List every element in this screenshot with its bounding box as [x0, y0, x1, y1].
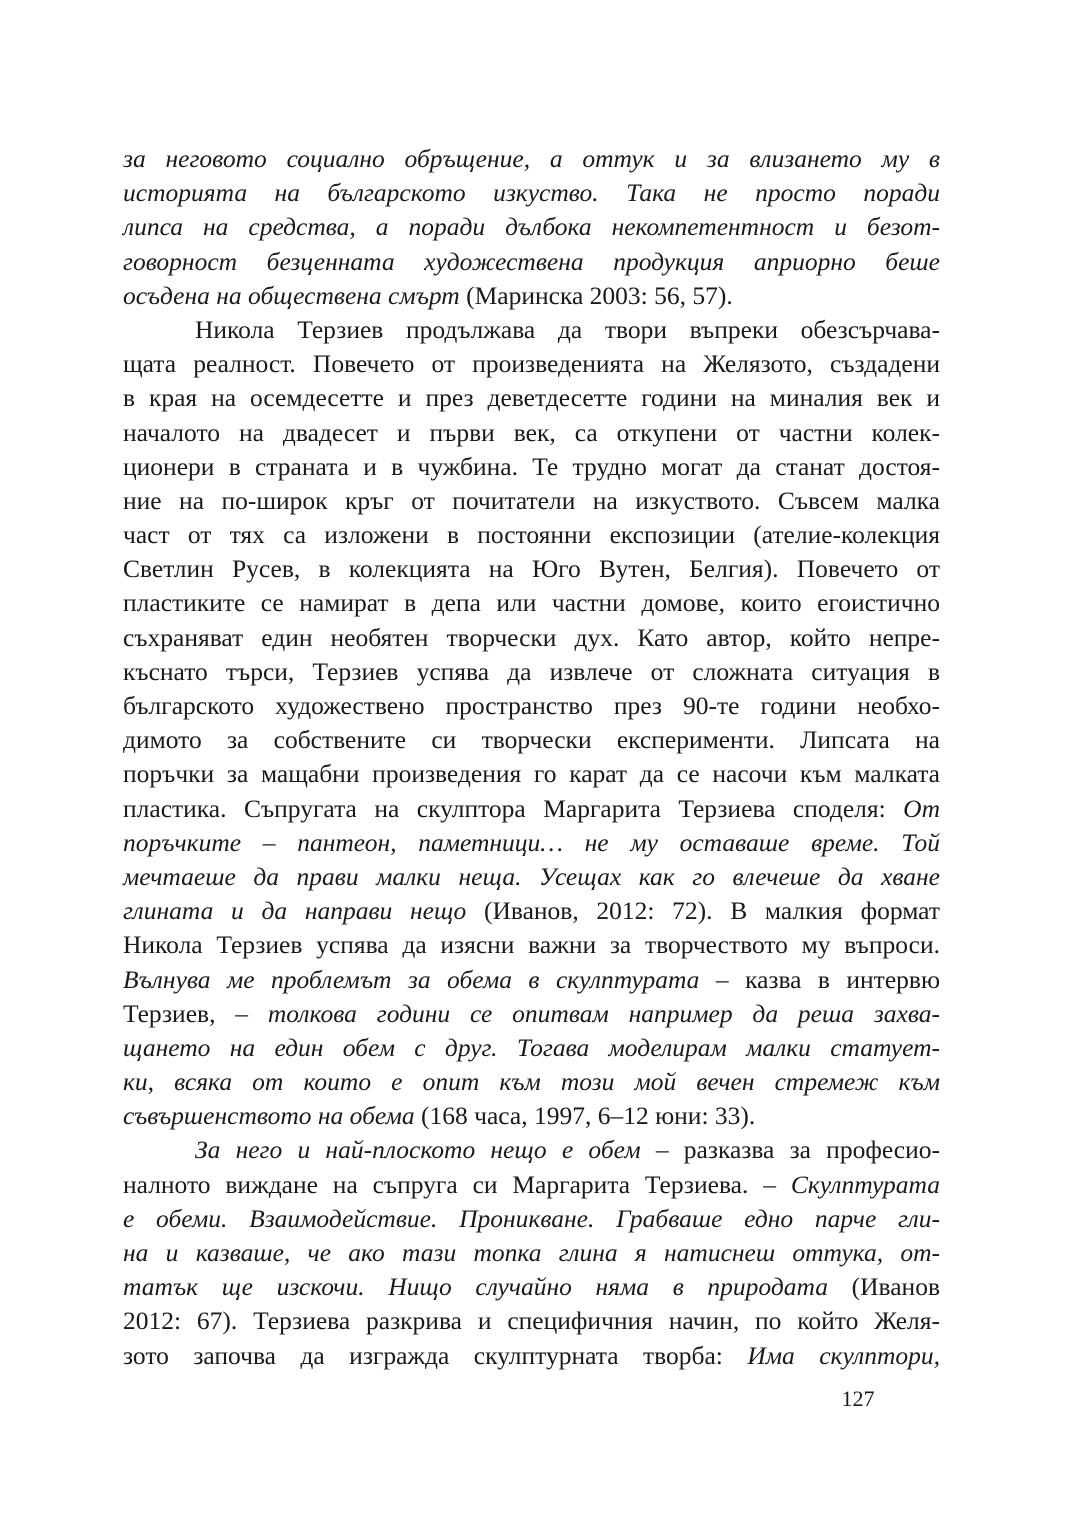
italic-quote: Има скулптори, — [747, 1340, 940, 1370]
page-number-text: 127 — [841, 1386, 875, 1411]
text-line — [123, 1270, 940, 1304]
text-run: зото започва да изгражда скулптурната творба: — [123, 1340, 748, 1370]
italic-quote: осъдена на обществена смърт — [123, 280, 460, 310]
italic-quote: Скулптурата — [790, 1169, 940, 1199]
text-line: мечтаеше да прави малки неща. Усещах как го влечеше да хване — [123, 861, 940, 891]
text-line: в края на осемдесетте и през деветдесетте години на миналия век и — [123, 383, 940, 413]
text-run: (Иванов, 2012: 72). В малкия формат — [466, 896, 940, 926]
text-line: щата реалност. Повечето от произведенията на Желязото, създадени — [123, 349, 940, 379]
text-run: – разказва за професио- — [640, 1135, 940, 1165]
page-text — [123, 142, 940, 1373]
paragraph-quote-continuation — [123, 142, 940, 313]
paragraph — [123, 313, 940, 1134]
text-run: пластика. Съпругата на скулптора Маргарита Терзиева споделя: — [123, 793, 904, 823]
italic-quote: глината и да направи нещо — [123, 896, 467, 926]
italic-quote: татък ще изскочи. Нищо случайно няма в природата — [123, 1272, 828, 1302]
page-number — [0, 1385, 1080, 1413]
text-line: е обеми. Взаимодействие. Проникване. Грабваше едно парче гли- — [123, 1203, 940, 1233]
text-line — [123, 1168, 940, 1202]
text-line — [123, 894, 940, 928]
text-line: българското художествено пространство през 90-те години необхо- — [123, 691, 940, 720]
text-line: щането на един обем с друг. Тогава моделирам малки статует- — [123, 1032, 940, 1062]
italic-quote: съвършенството на обема — [123, 1101, 415, 1131]
text-line — [123, 997, 940, 1031]
text-line — [123, 1099, 940, 1133]
text-line: историята на българското изкуство. Така не просто поради — [123, 178, 940, 208]
text-line: поръчките – пантеон, паметници… не му оставаше време. Той — [123, 827, 940, 857]
text-line: Никола Терзиев продължава да твори въпреки обезсърчава- — [195, 314, 940, 344]
citation: (168 часа, 1997, 6–12 юни: 33). — [414, 1101, 756, 1131]
text-line — [123, 279, 940, 313]
text-line: къснато търси, Терзиев успява да извлече от сложната ситуация в — [123, 656, 940, 686]
citation: (Маринска 2003: 56, 57). — [459, 280, 733, 310]
text-line: 2012: 67). Терзиева разкрива и специфичния начин, по който Желя- — [123, 1306, 940, 1336]
text-line: поръчки за мащабни произведения го карат да се насочи към малката — [123, 759, 940, 789]
text-line — [123, 1133, 940, 1167]
text-run: (Иванов — [827, 1272, 940, 1302]
italic-quote: Вълнува ме проблемът за обема в скулптурата — [123, 964, 700, 994]
text-line — [123, 963, 940, 997]
italic-quote: От — [903, 793, 940, 823]
text-line: началото на двадесет и първи век, са откупени от частни колек- — [123, 417, 940, 447]
text-line: пластиките се намират в депа или частни домове, които егоистично — [123, 588, 940, 618]
text-line: част от тях са изложени в постоянни експозиции (ателие-колекция — [123, 520, 940, 550]
text-line: говорност безценната художествена продукция априорно беше — [123, 246, 940, 276]
text-line — [123, 792, 940, 826]
text-line: на и казваше, че ако тази топка глина я натиснеш оттука, от- — [123, 1238, 940, 1267]
text-run: Терзиев, – — [123, 998, 268, 1028]
text-line — [123, 1339, 940, 1373]
text-line: за неговото социално обръщение, а оттук и за влизането му в — [123, 144, 940, 173]
italic-quote: толкова години се опитвам например да реша захва- — [267, 998, 940, 1028]
text-run: – казва в интервю — [699, 964, 940, 994]
text-line: съхраняват един необятен творчески дух. Като автор, който непре- — [123, 622, 940, 652]
text-line: ки, всяка от които е опит към този мой вечен стремеж към — [123, 1067, 940, 1097]
text-line: ционери в страната и в чужбина. Те трудно могат да станат достоя- — [123, 451, 940, 481]
text-run: налното виждане на съпруга си Маргарита Терзиева. – — [123, 1169, 791, 1199]
paragraph — [123, 1133, 940, 1372]
italic-quote: За него и най-плоското нещо е обем — [195, 1135, 641, 1165]
text-line: ние на по-широк кръг от почитатели на изкуството. Съвсем малка — [123, 485, 940, 515]
text-line: димото за собствените си творчески експерименти. Липсата на — [123, 725, 940, 755]
text-line: Никола Терзиев успява да изясни важни за творчеството му въпроси. — [123, 930, 940, 960]
text-line: Светлин Русев, в колекцията на Юго Вутен, Белгия). Повечето от — [123, 554, 940, 584]
text-line: липса на средства, а поради дълбока некомпетентност и безот- — [123, 212, 940, 242]
